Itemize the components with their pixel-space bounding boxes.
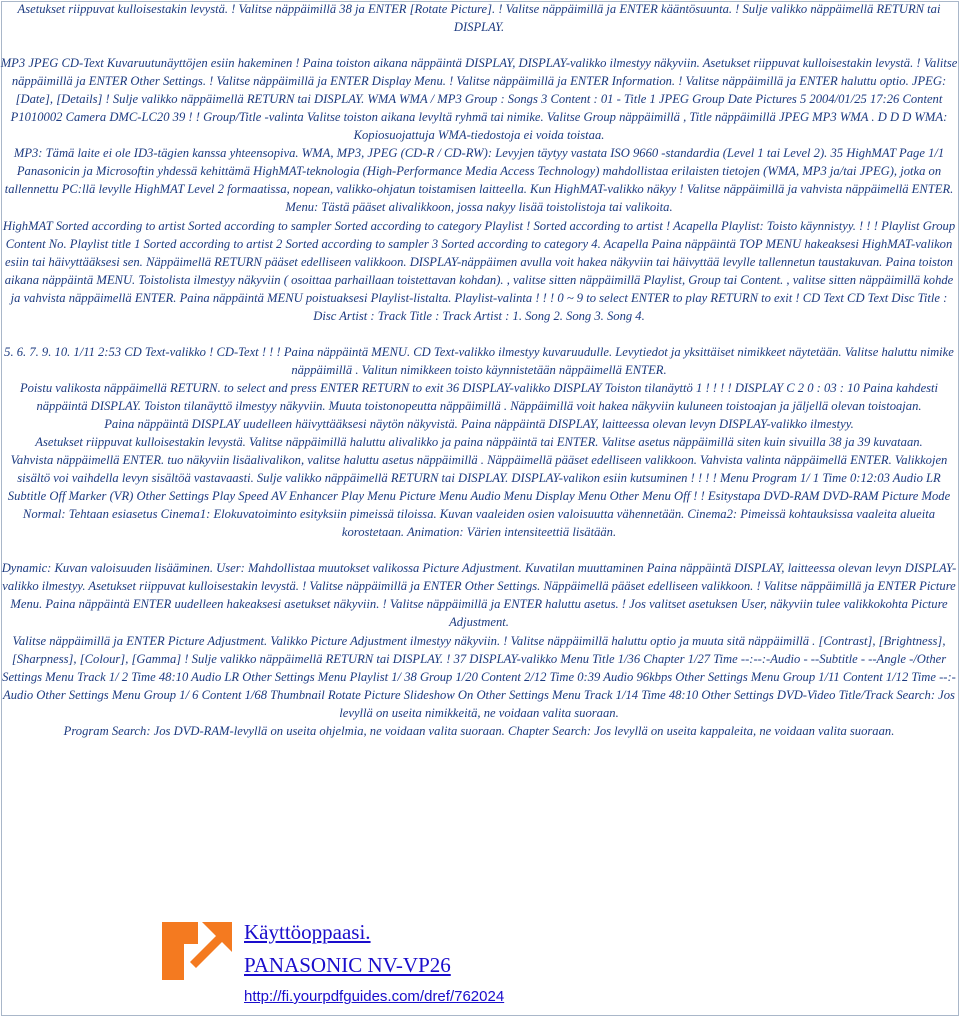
paragraph: Asetukset riippuvat kulloisestakin levystä. ! Valitse näppäimillä 38 ja ENTER [Rotate Picture]. ! Valitse näppäimillä ja ENTER kääntösuunta. ! Sulje valikko näppäimellä RETURN tai DISPLAY.: [17, 2, 941, 35]
paragraph-gap: [0, 325, 958, 343]
paragraph-gap: [0, 36, 958, 54]
paragraph: HighMAT Sorted according to artist Sorted according to sampler Sorted according to category Playlist ! Sorted according to artist ! Acapella Playlist: Toisto käynnistyy. ! ! ! Playlist Group Content No. Playlist title 1 Sorted according to artist 2 Sorted according to sampler 3 Sorted according to category 4. Acapella Paina näppäintä TOP MENU hakeaksesi HighMAT-valikon esiin tai häivyttääksesi sen. Näppäimellä RETURN pääset edelliseen valikkoon. DISPLAY-näppäimen avulla voit hakea näkyviin tai häivyttää levylle tallennetun taustakuvan. Paina toiston aikana näppäintä MENU. Toistolista ilmestyy näkyviin ( osoittaa parhaillaan toistettavan kohdan). , valitse sitten näppäimillä Playlist, Group tai Content. , valitse sitten näppäimillä kohde ja vahvista näppäimellä ENTER. Paina näppäintä MENU poistuaksesi Playlist-listalta. Playlist-valinta ! ! ! 0 ~ 9 to select ENTER to play RETURN to exit ! CD Text CD Text Disc Title : Disc Artist : Track Title : Track Artist : 1. Song 2. Song 3. Song 4.: [2, 218, 956, 323]
footer: [156, 916, 756, 1014]
orange-arrow-icon: [156, 920, 238, 1002]
paragraph: Poistu valikosta näppäimellä RETURN. to select and press ENTER RETURN to exit 36 DISPLAY-valikko DISPLAY Toiston tilanäyttö 1 ! ! ! ! DISPLAY C 2 0 : 03 : 10 Paina kahdesti näppäintä DISPLAY. Toiston tilanäyttö ilmestyy näkyviin. Muuta toistonopeutta näppäimillä . Näppäimillä voit hakea näkyviin kuluneen toistoajan ja jäljellä olevan toistoajan.: [19, 380, 939, 413]
paragraph: Program Search: Jos DVD-RAM-levyllä on useita ohjelmia, ne voidaan valita suoraan. Chapter Search: Jos levyllä on useita kappaleita, ne voidaan valita suoraan.: [63, 723, 895, 738]
paragraph: MP3 JPEG CD-Text Kuvaruutunäyttöjen esiin hakeminen ! Paina toiston aikana näppäintä DISPLAY, DISPLAY-valikko ilmestyy näkyviin. Asetukset riippuvat kulloisestakin levystä. ! Valitse näppäimillä ja ENTER Other Settings. ! Valitse näppäimillä ja ENTER Display Menu. ! Valitse näppäimillä ja ENTER Information. ! Valitse näppäimillä ja ENTER haluttu optio. JPEG: [Date], [Details] ! Sulje valikko näppäimellä RETURN tai DISPLAY. WMA WMA / MP3 Group : Songs 3 Content : 01 - Title 1 JPEG Group Date Pictures 5 2004/01/25 17:26 Content P1010002 Camera DMC-LC20 39 ! ! Group/Title -valinta Valitse toiston aikana levyltä ryhmä tai nimike. Valitse Group näppäimillä , Title näppäimillä JPEG MP3 WMA . D D D WMA: Kopiosuojattuja WMA-tiedostoja ei voida toistaa.: [0, 56, 958, 143]
user-manual-link[interactable]: Käyttöoppaasi.: [244, 920, 371, 944]
paragraph-gap: [0, 541, 958, 559]
url-link[interactable]: http://fi.yourpdfguides.com/dref/762024: [244, 988, 505, 1005]
paragraph: Paina näppäintä DISPLAY uudelleen häivyttääksesi näytön näkyvistä. Paina näppäintä DISPLAY, laitteessa olevan levyn DISPLAY-valikko ilmestyy.: [104, 416, 854, 431]
paragraph: MP3: Tämä laite ei ole ID3-tägien kanssa yhteensopiva. WMA, MP3, JPEG (CD-R / CD-RW): Levyjen täytyy vastata ISO 9660 -standardia (Level 1 tai Level 2). 35 HighMAT Page 1/1 Panasonicin ja Microsoftin yhdessä kehittämä HighMAT-teknologia (High-Performance Media Access Technology) mahdollistaa erilaisten tietojen (WMA, MP3 ja/tai JPEG), jotka on tallennettu PC:llä levylle HighMAT Level 2 formaatissa, nopean, valikko-ohjatun toistamisen laitteella. Kun HighMAT-valikko näkyy ! Valitse näppäimillä ja vahvista näppäimellä ENTER. Menu: Tästä pääset alivalikkoon, jossa nakyy lisää toistolistoja tai valikoita.: [4, 146, 954, 215]
footer-links: [244, 916, 744, 1007]
product-link[interactable]: PANASONIC NV-VP26: [244, 953, 451, 977]
paragraph: Asetukset riippuvat kulloisestakin levystä. Valitse näppäimillä haluttu alivalikko ja paina näppäintä tai ENTER. Valitse asetus näppäimillä siten kuin sivuilla 38 ja 39 kuvataan.: [35, 435, 923, 450]
paragraph: Dynamic: Kuvan valoisuuden lisääminen. User: Mahdollistaa muutokset valikossa Picture Adjustment. Kuvatilan muuttaminen Paina näppäintä DISPLAY, laitteessa olevan levyn DISPLAY-valikko ilmestyy. Asetukset riippuvat kulloisestakin levystä. ! Valitse näppäimillä ja ENTER Other Settings. Näppäimellä pääset edelliseen valikkoon. ! Valitse näppäimillä ja ENTER Picture Menu. Paina näppäintä ENTER uudelleen hakeaksesi asetukset näkyviin. ! Valitse näppäimillä ja ENTER haluttu asetus. ! Jos valitset asetuksen User, näkyviin tulee valikkokohta Picture Adjustment.: [1, 561, 957, 630]
paragraph: Vahvista näppäimellä ENTER. tuo näkyviin lisäalivalikon, valitse haluttu asetus näppäimillä . Näppäimellä pääset edelliseen valikkoon. Vahvista valinta näppäimellä ENTER. Valikkojen sisältö voi vaihdella levyn sisältöä vastavaasti. Sulje valikko näppäimellä RETURN tai DISPLAY. DISPLAY-valikon esiin kutsuminen ! ! ! ! Menu Program 1/ 1 Time 0:12:03 Audio LR Subtitle Off Marker (VR) Other Settings Play Speed AV Enhancer Play Menu Picture Menu Audio Menu Display Menu Other Menu Off ! ! Esitystapa DVD-RAM DVD-RAM Picture Mode Normal: Tehtaan esiasetus Cinema1: Elokuvatoiminto esityksiin pimeissä tiloissa. Kuvan vaaleiden osien valoisuutta vähennetään. Cinema2: Pimeissä kohtauksissa vaaleita alueita korostetaan. Animation: Värien intensiteettiä lisätään.: [7, 453, 951, 540]
paragraph: 5. 6. 7. 9. 10. 1/11 2:53 CD Text-valikko ! CD-Text ! ! ! Paina näppäintä MENU. CD Text-valikko ilmestyy kuvaruudulle. Levytiedot ja yksittäiset nimikkeet näytetään. Valitse haluttu nimike näppäimillä . Valitun nimikkeen toisto käynnistetään näppäimellä ENTER.: [4, 344, 954, 377]
paragraph: Valitse näppäimillä ja ENTER Picture Adjustment. Valikko Picture Adjustment ilmestyy näkyviin. ! Valitse näppäimillä haluttu optio ja muuta sitä näppäimillä . [Contrast], [Brightness], [Sharpness], [Colour], [Gamma] ! Sulje valikko näppäimellä RETURN tai DISPLAY. ! 37 DISPLAY-valikko Menu Title 1/36 Chapter 1/27 Time --:--:-Audio - --Subtitle - --Angle -/Other Settings Menu Track 1/ 2 Time 48:10 Audio LR Other Settings Menu Playlist 1/ 38 Group 1/20 Content 2/12 Time 0:39 Audio 96kbps Other Settings Menu Group 1/11 Content 1/12 Time --:-Audio Other Settings Menu Group 1/ 6 Content 1/68 Thumbnail Rotate Picture Slideshow On Other Settings Menu Track 1/14 Time 48:10 Other Settings DVD-Video Title/Track Search: Jos levyllä on useita nimikkeitä, ne voidaan valita suoraan.: [2, 633, 956, 720]
